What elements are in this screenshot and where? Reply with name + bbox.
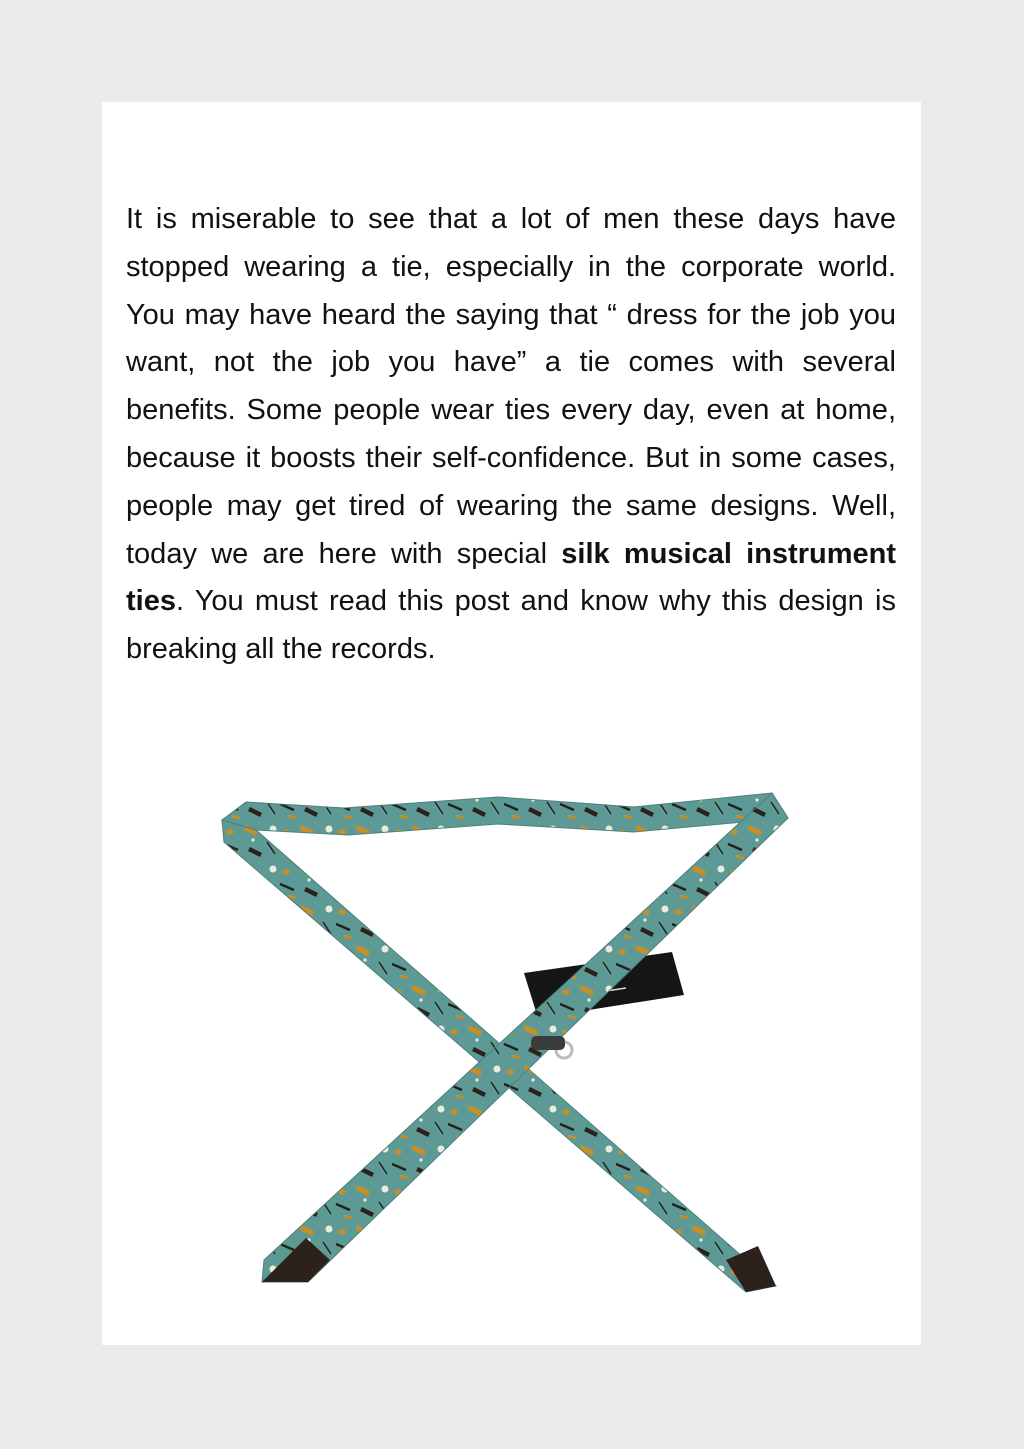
article-text-after: . You must read this post and know why this design is breaking all the records.	[126, 585, 896, 666]
product-keyword-link[interactable]: silk musical instrument ties	[126, 537, 897, 618]
tie-blade-right	[262, 793, 788, 1282]
article-paragraph	[126, 196, 896, 674]
document-page	[102, 102, 921, 1345]
tie-upper-strip	[222, 793, 788, 835]
product-photo-musical-tie	[186, 780, 848, 1315]
article-text-before: It is miserable to see that a lot of men these days have stopped wearing a tie, especially in the corporate world. You may have heard the saying that “ dress for the job you want, not the job you have” a tie comes with several benefits. Some people wear ties every day, even at home, because it boosts their self-confidence. But in some cases, people may get tired of wearing the same designs. Well, today we are here with special	[126, 203, 896, 570]
